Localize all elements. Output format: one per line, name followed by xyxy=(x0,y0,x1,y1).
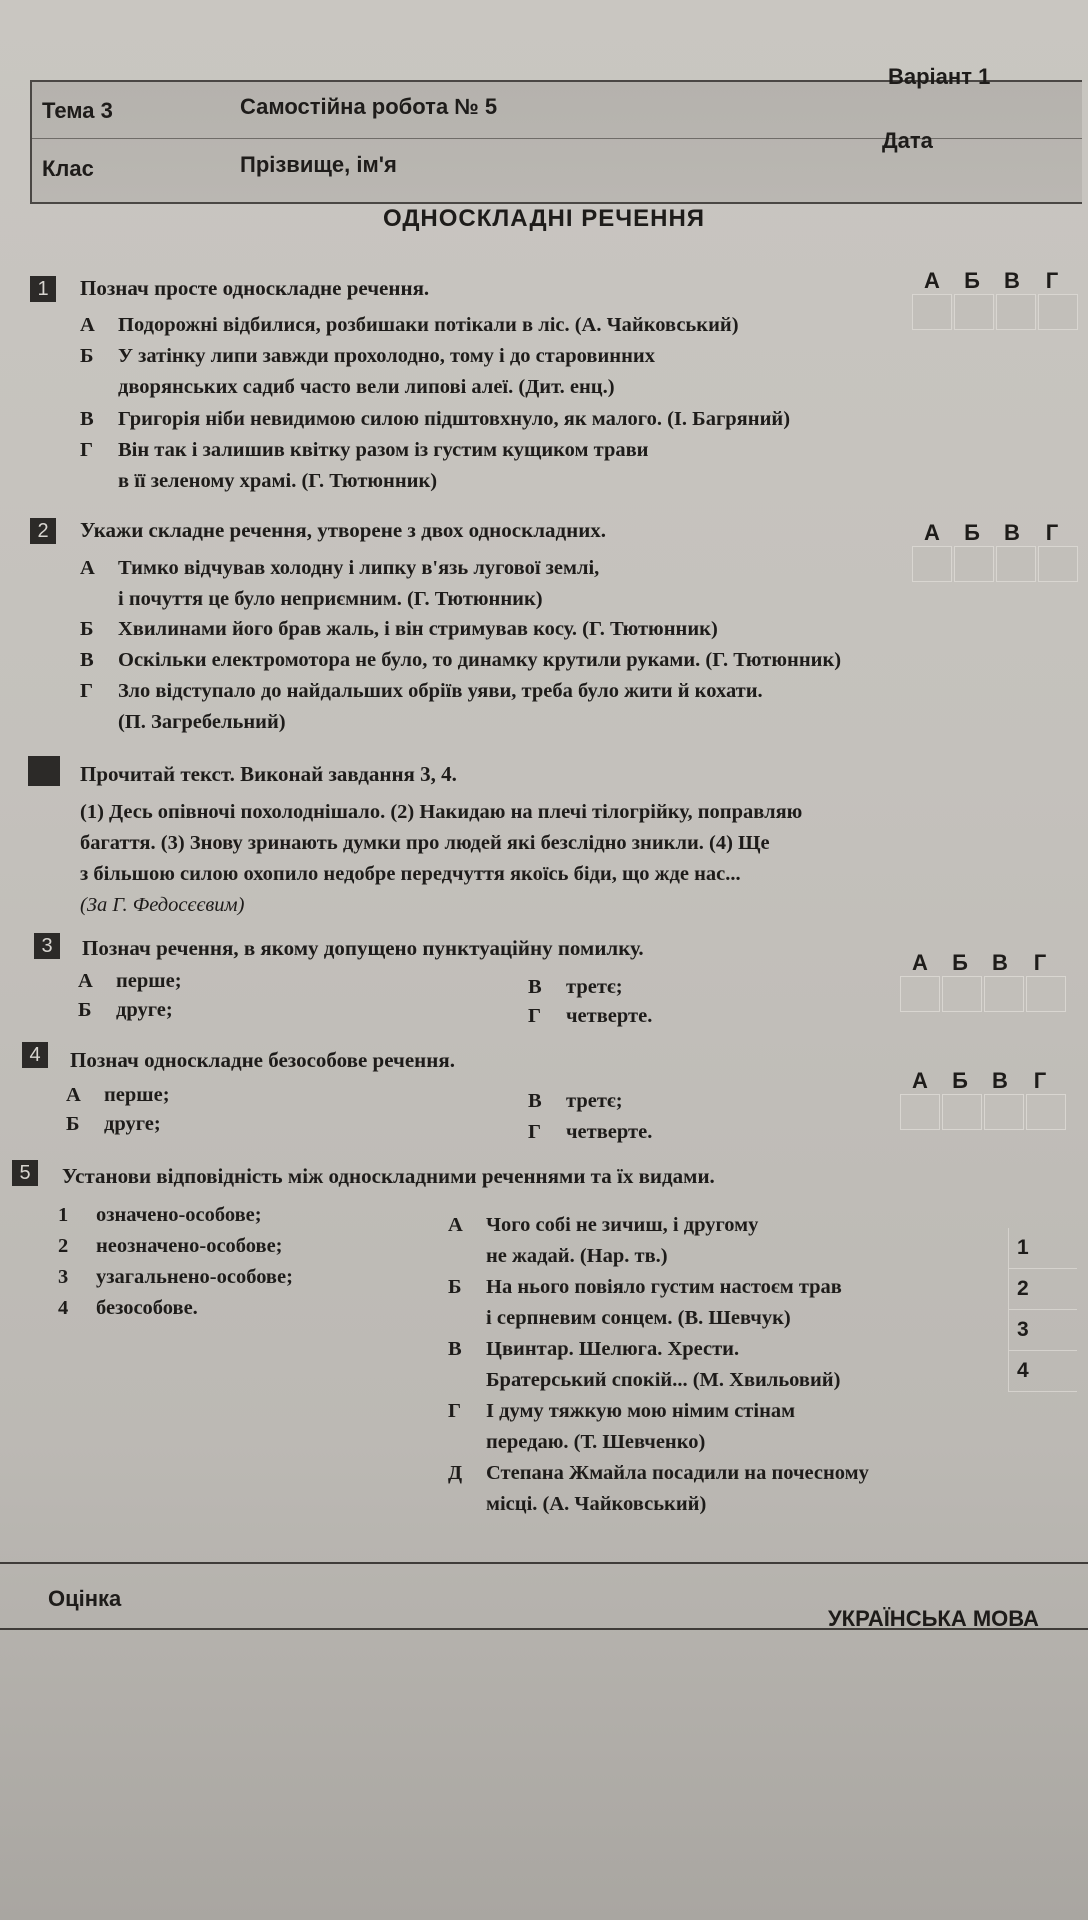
grid-letter: Г xyxy=(1045,268,1059,293)
option-letter: Г xyxy=(528,1005,542,1027)
answer-cell[interactable] xyxy=(942,1094,982,1130)
option-letter: А xyxy=(80,557,95,579)
type-item: 3 узагальнено-особове; xyxy=(58,1266,293,1288)
answer-grid-3 xyxy=(900,950,1068,1012)
header-box xyxy=(30,64,1082,204)
answer-grid-letters xyxy=(900,1068,1068,1094)
q1-option-d xyxy=(80,435,648,497)
question-1-text: Познач просте односкладне речення. xyxy=(80,276,430,300)
option-text: і почуття це було неприємним. (Г. Тютюнник) xyxy=(118,588,543,610)
option-text: четверте. xyxy=(566,1121,653,1143)
footer-divider-top xyxy=(0,1562,1088,1564)
answer-cell[interactable] xyxy=(954,294,994,330)
grid-letter: Б xyxy=(952,1068,968,1093)
answer-cell[interactable] xyxy=(996,546,1036,582)
answer-cell[interactable] xyxy=(900,1094,940,1130)
answer-cell[interactable] xyxy=(1038,294,1078,330)
grid-letter: В xyxy=(992,1068,1008,1093)
option-letter: В xyxy=(528,1090,542,1112)
option-letter: Г xyxy=(80,439,94,461)
q4-option-a xyxy=(66,1080,170,1111)
q5-types-list xyxy=(58,1200,293,1324)
option-text: Хвилинами його брав жаль, і він стримував косу. (Г. Тютюнник) xyxy=(118,618,718,640)
q1-option-a xyxy=(80,310,739,341)
footer-divider-bottom xyxy=(0,1628,1088,1630)
option-text: Він так і залишив квітку разом із густим кущиком трави xyxy=(118,439,649,461)
reading-passage xyxy=(80,797,802,921)
match-row-1[interactable]: 1 xyxy=(1008,1228,1077,1269)
reading-marker xyxy=(28,756,60,786)
q3-option-c xyxy=(528,972,623,1003)
option-letter: Б xyxy=(66,1113,80,1135)
answer-grid-letters xyxy=(912,268,1080,294)
question-2-text: Укажи складне речення, утворене з двох односкладних. xyxy=(80,518,607,542)
q4-option-c xyxy=(528,1086,623,1117)
option-letter: А xyxy=(78,970,93,992)
option-text: дворянських садиб часто вели липові алеї. (Дит. енц.) xyxy=(118,376,615,398)
grid-letter: Б xyxy=(952,950,968,975)
type-item: 2 неозначено-особове; xyxy=(58,1235,283,1257)
answer-cell[interactable] xyxy=(942,976,982,1012)
work-title: Самостійна робота № 5 xyxy=(240,94,498,119)
q3-option-b xyxy=(78,995,173,1026)
option-letter: А xyxy=(66,1084,81,1106)
question-number-1: 1 xyxy=(30,276,56,302)
grid-letter: А xyxy=(912,950,928,975)
grid-letter: В xyxy=(1004,268,1020,293)
grid-letter: А xyxy=(924,268,940,293)
q2-option-c xyxy=(80,645,841,676)
passage-line: з більшою силою охопило недобре передчуття якоїсь біди, що жде нас... xyxy=(80,863,741,885)
question-3-text: Познач речення, в якому допущено пунктуаційну помилку. xyxy=(82,936,644,960)
q2-option-d xyxy=(80,676,763,738)
answer-cell[interactable] xyxy=(1026,1094,1066,1130)
option-text: перше; xyxy=(104,1084,170,1106)
q1-option-b xyxy=(80,341,655,403)
option-text: (П. Загребельний) xyxy=(118,711,286,733)
option-text: друге; xyxy=(104,1113,161,1135)
answer-grid-2 xyxy=(912,520,1080,582)
option-text: Зло відступало до найдальших обріїв уяви, треба було жити й кохати. xyxy=(118,680,763,702)
answer-cell[interactable] xyxy=(1038,546,1078,582)
q5-sentences-list xyxy=(448,1210,869,1520)
question-number-4: 4 xyxy=(22,1042,48,1068)
class-label: Клас xyxy=(42,156,94,181)
option-letter: В xyxy=(528,976,542,998)
option-text: У затінку липи завжди прохолодно, тому і до старовинних xyxy=(118,345,655,367)
q4-option-d xyxy=(528,1117,652,1148)
question-5-text: Установи відповідність між односкладними реченнями та їх видами. xyxy=(62,1164,715,1188)
reading-instruction: Прочитай текст. Виконай завдання 3, 4. xyxy=(80,762,457,786)
option-text: друге; xyxy=(116,999,173,1021)
page-title: ОДНОСКЛАДНІ РЕЧЕННЯ xyxy=(382,205,706,232)
answer-cell[interactable] xyxy=(984,1094,1024,1130)
match-row-3[interactable]: 3 xyxy=(1008,1310,1077,1351)
subject-label: УКРАЇНСЬКА МОВА xyxy=(828,1606,1039,1631)
passage-source: (За Г. Федосєєвим) xyxy=(80,894,245,916)
grid-letter: Б xyxy=(964,268,980,293)
option-letter: В xyxy=(80,649,94,671)
match-row-2[interactable]: 2 xyxy=(1008,1269,1077,1310)
option-text: третє; xyxy=(566,1090,623,1112)
option-letter: Г xyxy=(80,680,94,702)
answer-grid-4 xyxy=(900,1068,1068,1130)
option-letter: В xyxy=(80,408,94,430)
answer-cell[interactable] xyxy=(912,546,952,582)
answer-grid-letters xyxy=(900,950,1068,976)
option-letter: Б xyxy=(80,345,94,367)
option-text: третє; xyxy=(566,976,623,998)
sentence-item: Б На нього повіяло густим настоєм трав і серпневим сонцем. (В. Шевчук) xyxy=(448,1276,842,1329)
option-letter: А xyxy=(80,314,95,336)
option-text: перше; xyxy=(116,970,182,992)
answer-cell[interactable] xyxy=(900,976,940,1012)
type-item: 4 безособове. xyxy=(58,1297,198,1319)
grid-letter: Г xyxy=(1033,1068,1047,1093)
q1-option-c xyxy=(80,404,790,435)
answer-grid-1 xyxy=(912,268,1080,330)
q2-option-b xyxy=(80,614,718,645)
answer-cell[interactable] xyxy=(912,294,952,330)
sentence-item: А Чого собі не зичиш, і другому не жадай. (Нар. тв.) xyxy=(448,1214,759,1267)
q3-option-a xyxy=(78,966,182,997)
name-label: Прізвище, ім'я xyxy=(240,152,397,177)
sentence-item: Г І думу тяжкую мою німим стінам передаю. (Т. Шевченко) xyxy=(448,1400,796,1453)
topic-label: Тема 3 xyxy=(42,98,113,123)
question-4-text: Познач односкладне безособове речення. xyxy=(70,1048,455,1072)
q4-option-b xyxy=(66,1109,161,1140)
grid-letter: А xyxy=(912,1068,928,1093)
option-text: Тимко відчував холодну і липку в'язь лугової землі, xyxy=(118,557,600,579)
match-answer-grid xyxy=(1008,1228,1077,1392)
q3-option-d xyxy=(528,1001,652,1032)
q2-option-a xyxy=(80,553,599,615)
grid-letter: Г xyxy=(1045,520,1059,545)
answer-cell[interactable] xyxy=(954,546,994,582)
date-label: Дата xyxy=(882,128,933,153)
answer-cell[interactable] xyxy=(996,294,1036,330)
passage-line: (1) Десь опівночі похолоднішало. (2) Накидаю на плечі тілогрійку, поправляю xyxy=(80,801,803,823)
grid-letter: Б xyxy=(964,520,980,545)
option-letter: Б xyxy=(80,618,94,640)
option-text: в її зеленому храмі. (Г. Тютюнник) xyxy=(118,470,438,492)
match-row-4[interactable]: 4 xyxy=(1008,1351,1077,1392)
grade-label: Оцінка xyxy=(48,1586,122,1611)
grid-letter: В xyxy=(1004,520,1020,545)
answer-cell[interactable] xyxy=(1026,976,1066,1012)
grid-letter: В xyxy=(992,950,1008,975)
question-number-3: 3 xyxy=(34,933,60,959)
passage-line: багаття. (3) Знову зринають думки про людей які безслідно зникли. (4) Ще xyxy=(80,832,770,854)
option-text: четверте. xyxy=(566,1005,653,1027)
grid-letter: А xyxy=(924,520,940,545)
variant-label: Варіант 1 xyxy=(888,64,991,89)
option-letter: Б xyxy=(78,999,92,1021)
answer-cell[interactable] xyxy=(984,976,1024,1012)
type-item: 1 означено-особове; xyxy=(58,1204,262,1226)
option-text: Григорія ніби невидимою силою підштовхнуло, як малого. (І. Багряний) xyxy=(118,408,791,430)
sentence-item: В Цвинтар. Шелюга. Хрести. Братерський спокій... (М. Хвильовий) xyxy=(448,1338,841,1391)
grid-letter: Г xyxy=(1033,950,1047,975)
option-letter: Г xyxy=(528,1121,542,1143)
option-text: Оскільки електромотора не було, то динамку крутили руками. (Г. Тютюнник) xyxy=(118,649,842,671)
answer-grid-letters xyxy=(912,520,1080,546)
option-text: Подорожні відбилися, розбишаки потікали в ліс. (А. Чайковський) xyxy=(118,314,739,336)
question-number-5: 5 xyxy=(12,1160,38,1186)
question-number-2: 2 xyxy=(30,518,56,544)
sentence-item: Д Степана Жмайла посадили на почесному місці. (А. Чайковський) xyxy=(448,1462,869,1515)
